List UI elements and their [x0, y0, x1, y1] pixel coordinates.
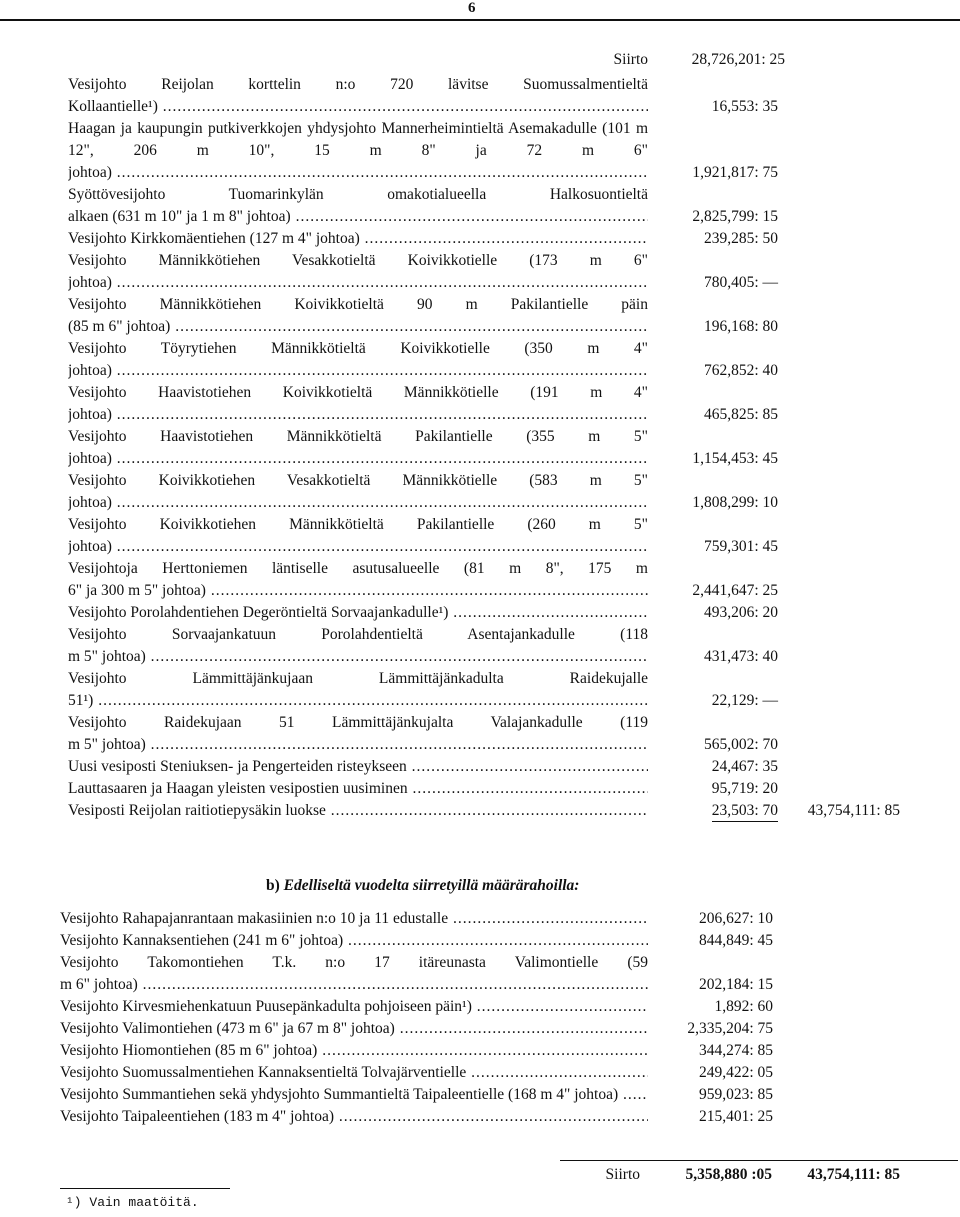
entry-text-line: Vesijohto Takomontiehen T.k. n:o 17 itäreunasta Valimontielle (59 [60, 954, 648, 971]
carried-forward-bottom [0, 1166, 960, 1186]
section-b-entries [0, 908, 960, 1128]
entry-text-last-line: Vesijohto Kirkkomäentiehen (127 m 4" johtoa) ..... [68, 228, 648, 250]
entry-amount: 780,405: — [703, 274, 778, 291]
entry-text-line: Vesijohto Haavistotiehen Männikkötieltä Pakilantielle (355 m 5" [68, 428, 648, 445]
entry-amount: 565,002: 70 [703, 736, 778, 753]
entry-description [68, 624, 648, 668]
entry-amount: 844,849: 45 [698, 932, 773, 949]
entry-amount: 762,852: 40 [703, 362, 778, 379]
ledger-entry [0, 624, 960, 668]
entry-text-last-line: 6" ja 300 m 5" johtoa) ..... [68, 580, 648, 602]
ledger-entry [0, 952, 960, 996]
entry-amount: 465,825: 85 [703, 406, 778, 423]
entry-amount: 759,301: 45 [703, 538, 778, 555]
ledger-entry [0, 1040, 960, 1062]
entry-text-line: Haagan ja kaupungin putkiverkkojen yhdysjohto Mannerheimintieltä Asemakadulle (101 m 12", 206 m 10", 15 m 8" ja 72 m 6" [68, 120, 648, 159]
entry-amount: 431,473: 40 [703, 648, 778, 665]
entry-text-last-line: alkaen (631 m 10" ja 1 m 8" johtoa) ..... [68, 206, 648, 228]
entry-description [68, 514, 648, 558]
ledger-entry [0, 996, 960, 1018]
ledger-entry [0, 250, 960, 294]
ledger-entry [0, 1106, 960, 1128]
entry-text-line: Vesijohto Männikkötiehen Koivikkotieltä 90 m Pakilantielle päin [68, 296, 648, 313]
entry-text-line: Vesijohto Haavistotiehen Koivikkotieltä Männikkötielle (191 m 4" [68, 384, 648, 401]
entry-description [60, 1018, 648, 1040]
entry-description [60, 1040, 648, 1062]
entry-amount: 2,441,647: 25 [692, 582, 778, 599]
entry-description [68, 228, 648, 250]
ledger-entry [0, 118, 960, 184]
ledger-entry [0, 338, 960, 382]
entry-description [68, 712, 648, 756]
section-b-title: Edelliseltä vuodelta siirretyillä määrärahoilla: [283, 877, 580, 894]
entry-text-last-line: m 5" johtoa) ..... [68, 734, 648, 756]
entry-text-last-line: johtoa) ..... [68, 272, 648, 294]
ledger-entry [0, 1084, 960, 1106]
ledger-entry [0, 668, 960, 712]
entry-amount: 1,808,299: 10 [692, 494, 778, 511]
ledger-entry [0, 514, 960, 558]
entry-text-last-line: Vesijohto Hiomontiehen (85 m 6" johtoa) ..... [60, 1040, 648, 1062]
entry-amount: 202,184: 15 [698, 976, 773, 993]
carried-forward-amount: 28,726,201: 25 [691, 51, 785, 68]
entry-text-last-line: johtoa) ..... [68, 404, 648, 426]
entry-text-last-line: Vesijohto Taipaleentiehen (183 m 4" johtoa) ..... [60, 1106, 648, 1128]
entry-description [60, 908, 648, 930]
section-b-heading [266, 877, 579, 895]
entry-description [68, 118, 648, 184]
entry-text-last-line: (85 m 6" johtoa) ..... [68, 316, 648, 338]
entry-amount: 1,892: 60 [714, 998, 773, 1015]
carried-forward-bottom-amount: 5,358,880 :05 [685, 1166, 772, 1183]
entry-amount: 2,825,799: 15 [692, 208, 778, 225]
footnote-rule [60, 1188, 230, 1189]
ledger-entry [0, 756, 960, 778]
ledger-entry [0, 930, 960, 952]
entry-amount: 344,274: 85 [698, 1042, 773, 1059]
entry-text-last-line: Vesijohto Kirvesmiehenkatuun Puusepänkadulta pohjoiseen päin¹) ..... [60, 996, 648, 1018]
ledger-entry [0, 1062, 960, 1084]
entry-text-last-line: Vesijohto Suomussalmentiehen Kannaksentieltä Tolvajärventielle ..... [60, 1062, 648, 1084]
entry-description [60, 1106, 648, 1128]
ledger-entry [0, 1018, 960, 1040]
carried-forward-top [0, 51, 960, 71]
entry-description [68, 800, 648, 822]
entry-amount: 215,401: 25 [698, 1108, 773, 1125]
entry-amount: 239,285: 50 [703, 230, 778, 247]
entry-amount: 1,921,817: 75 [692, 164, 778, 181]
footnote: ¹) Vain maatöitä. [66, 1195, 199, 1210]
entry-text-line: Vesijohto Lämmittäjänkujaan Lämmittäjänkadulta Raidekujalle [68, 670, 648, 687]
entry-amount: 206,627: 10 [698, 910, 773, 927]
entry-amount: 24,467: 35 [711, 758, 778, 775]
ledger-entry [0, 470, 960, 514]
entry-amount: 959,023: 85 [698, 1086, 773, 1103]
page-number: 6 [468, 0, 476, 16]
entry-amount: 22,129: — [711, 692, 778, 709]
entry-text-last-line: Kollaantielle¹) ..... [68, 96, 648, 118]
entry-text-line: Vesijohto Raidekujaan 51 Lämmittäjänkujalta Valajankadulle (119 [68, 714, 648, 731]
entry-description [68, 184, 648, 228]
entry-description [68, 668, 648, 712]
entry-text-last-line: Vesijohto Valimontiehen (473 m 6" ja 67 m 8" johtoa) ..... [60, 1018, 648, 1040]
ledger-entry [0, 602, 960, 624]
top-rule [0, 19, 960, 21]
entry-description [60, 1084, 648, 1106]
entry-description [68, 426, 648, 470]
entry-text-line: Vesijohto Töyrytiehen Männikkötieltä Koivikkotielle (350 m 4" [68, 340, 648, 357]
ledger-entry [0, 712, 960, 756]
entry-text-last-line: johtoa) ..... [68, 492, 648, 514]
entry-amount: 16,553: 35 [711, 98, 778, 115]
ledger-entry [0, 228, 960, 250]
entry-text-last-line: Vesijohto Rahapajanrantaan makasiinien n:o 10 ja 11 edustalle ..... [60, 908, 648, 930]
entry-amount: 196,168: 80 [703, 318, 778, 335]
entry-text-last-line: johtoa) ..... [68, 360, 648, 382]
entry-description [60, 952, 648, 996]
entry-text-line: Vesijohtoja Herttoniemen läntiselle asutusalueelle (81 m 8", 175 m [68, 560, 648, 577]
entry-description [68, 558, 648, 602]
entry-text-last-line: johtoa) ..... [68, 162, 648, 184]
entry-text-last-line: Uusi vesiposti Steniuksen- ja Pengerteiden risteykseen ..... [68, 756, 648, 778]
ledger-entry [0, 184, 960, 228]
entry-text-line: Vesijohto Sorvaajankatuun Porolahdentieltä Asentajankadulle (118 [68, 626, 648, 643]
entry-amount: 95,719: 20 [711, 780, 778, 797]
entry-description [68, 382, 648, 426]
bottom-rule [560, 1160, 958, 1161]
entry-text-line: Vesijohto Summantiehen sekä yhdysjohto Summantieltä Taipaleentielle (168 m 4" johtoa) ..... [60, 1084, 648, 1106]
entry-text-last-line: Vesijohto Kannaksentiehen (241 m 6" johtoa) ..... [60, 930, 648, 952]
carried-forward-bottom-total: 43,754,111: 85 [807, 1166, 900, 1183]
entry-text-last-line: Vesiposti Reijolan raitiotiepysäkin luokse ..... [68, 800, 648, 822]
entry-description [68, 602, 648, 624]
entry-text-line: Vesijohto Koivikkotiehen Vesakkotieltä Männikkötielle (583 m 5" [68, 472, 648, 489]
entry-description [68, 294, 648, 338]
carried-forward-bottom-label: Siirto [605, 1166, 640, 1183]
entry-description [68, 338, 648, 382]
entry-description [68, 756, 648, 778]
entry-amount: 493,206: 20 [703, 604, 778, 621]
entry-description [68, 470, 648, 514]
section-b-prefix: b) [266, 877, 280, 894]
ledger-entry [0, 800, 960, 822]
section-a-entries [0, 74, 960, 822]
entry-description [60, 996, 648, 1018]
entry-text-line: Vesijohto Reijolan korttelin n:o 720 lävitse Suomussalmentieltä [68, 76, 648, 93]
entry-text-line: Syöttövesijohto Tuomarinkylän omakotialueella Halkosuontieltä [68, 186, 648, 203]
ledger-entry [0, 382, 960, 426]
entry-text-last-line: Vesijohto Porolahdentiehen Degeröntieltä Sorvaajankadulle¹) ..... [68, 602, 648, 624]
entry-description [60, 930, 648, 952]
ledger-entry [0, 558, 960, 602]
entry-description [68, 778, 648, 800]
entry-text-last-line: johtoa) ..... [68, 536, 648, 558]
ledger-entry [0, 426, 960, 470]
entry-description [68, 250, 648, 294]
entry-amount: 23,503: 70 [712, 801, 778, 822]
ledger-entry [0, 74, 960, 118]
entry-text-line: Vesijohto Männikkötiehen Vesakkotieltä Koivikkotielle (173 m 6" [68, 252, 648, 269]
entry-amount: 249,422: 05 [698, 1064, 773, 1081]
entry-text-last-line: 51¹) ..... [68, 690, 648, 712]
ledger-entry [0, 908, 960, 930]
ledger-entry [0, 294, 960, 338]
entry-description [68, 74, 648, 118]
entry-amount: 2,335,204: 75 [687, 1020, 773, 1037]
entry-text-line: Vesijohto Koivikkotiehen Männikkötieltä Pakilantielle (260 m 5" [68, 516, 648, 533]
entry-amount: 1,154,453: 45 [692, 450, 778, 467]
ledger-entry [0, 778, 960, 800]
entry-text-last-line: m 6" johtoa) ..... [60, 974, 648, 996]
entry-text-last-line: johtoa) ..... [68, 448, 648, 470]
entry-text-last-line: Lauttasaaren ja Haagan yleisten vesipostien uusiminen ..... [68, 778, 648, 800]
entry-text-last-line: m 5" johtoa) ..... [68, 646, 648, 668]
entry-description [60, 1062, 648, 1084]
carried-forward-label: Siirto [613, 51, 648, 68]
section-total: 43,754,111: 85 [807, 802, 900, 819]
